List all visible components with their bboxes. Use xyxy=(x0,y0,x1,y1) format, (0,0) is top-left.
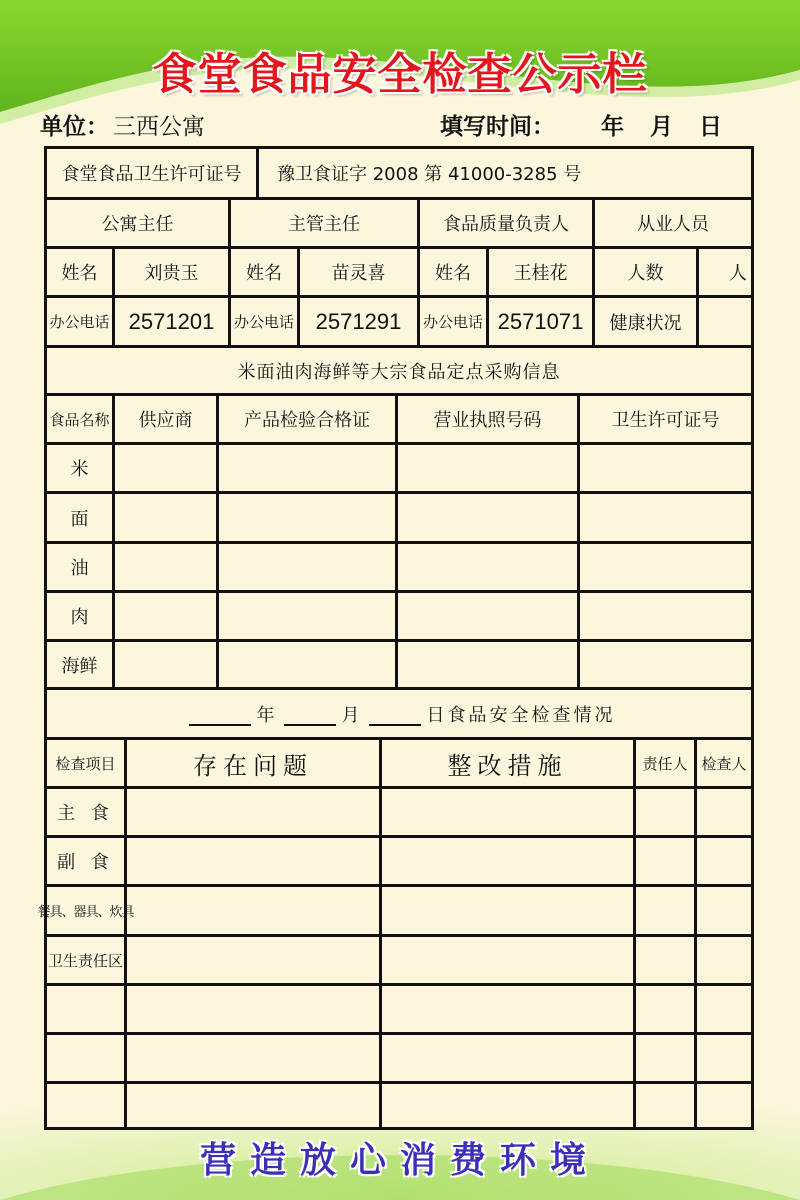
phone-label-3: 办公电话 xyxy=(420,298,489,345)
food-item-meat: 肉 xyxy=(47,593,115,639)
fill-day: 日 xyxy=(699,114,722,140)
table-row xyxy=(47,986,751,1035)
fill-time-label: 填写时间： xyxy=(440,114,555,140)
phone-label-2: 办公电话 xyxy=(231,298,300,345)
header-employees: 从业人员 xyxy=(637,214,709,235)
employee-count-unit: 人 xyxy=(729,263,747,284)
unit-line xyxy=(40,108,205,141)
inspection-title-row xyxy=(47,690,751,740)
col-inspector: 检查人 xyxy=(701,754,747,773)
quality-manager-phone: 2571071 xyxy=(489,298,595,345)
col-existing-issues: 存在问题 xyxy=(127,740,382,786)
food-item-oil: 油 xyxy=(47,544,115,590)
unit-value: 三西公寓 xyxy=(113,114,205,140)
inspection-title-rest: 日食品安全检查情况 xyxy=(426,704,616,726)
col-inspection-certificate: 产品检验合格证 xyxy=(219,396,398,442)
col-corrective-measures: 整改措施 xyxy=(382,740,636,786)
col-supplier: 供应商 xyxy=(115,396,219,442)
table-row xyxy=(37,887,751,937)
table-row xyxy=(47,1035,751,1084)
inspection-title xyxy=(47,690,751,737)
staff-header-row xyxy=(47,200,751,249)
quality-manager-name: 王桂花 xyxy=(489,249,595,295)
supervisor-phone: 2571291 xyxy=(300,298,420,345)
director-phone: 2571201 xyxy=(115,298,231,345)
table-row xyxy=(47,937,751,986)
col-responsible-person: 责任人 xyxy=(636,740,697,786)
fill-year: 年 xyxy=(601,114,624,140)
header-quality-manager: 食品质量负责人 xyxy=(420,200,595,246)
table-row xyxy=(47,445,751,494)
name-label-1: 姓名 xyxy=(47,249,115,295)
staff-name-row xyxy=(47,249,751,298)
col-business-license: 营业执照号码 xyxy=(398,396,580,442)
phone-label-1: 办公电话 xyxy=(47,298,115,345)
page-title: 食堂食品安全检查公示栏 xyxy=(152,49,648,100)
table-row xyxy=(47,838,751,887)
col-hygiene-license: 卫生许可证号 xyxy=(611,410,720,431)
license-label: 食堂食品卫生许可证号 xyxy=(47,149,259,197)
table-row xyxy=(47,789,751,838)
header-apartment-director: 公寓主任 xyxy=(47,200,231,246)
table-row xyxy=(47,544,751,593)
table-row xyxy=(47,494,751,544)
inspection-item-utensils: 餐具、器具、炊具 xyxy=(47,887,127,934)
food-item-flour: 面 xyxy=(47,494,115,541)
table-row xyxy=(47,1084,751,1127)
director-name: 刘贵玉 xyxy=(115,249,231,295)
footer-slogan: 营造放心消费环境 xyxy=(199,1139,600,1181)
inspection-item-hygiene-area: 卫生责任区 xyxy=(47,937,127,983)
inspection-form-table xyxy=(37,146,754,1130)
supervisor-name: 苗灵喜 xyxy=(300,249,420,295)
inspection-item-side-dish: 副 食 xyxy=(47,838,127,884)
col-food-name: 食品名称 xyxy=(47,396,115,442)
inspection-header-row xyxy=(47,740,751,789)
food-item-seafood: 海鲜 xyxy=(47,642,115,687)
food-item-rice: 米 xyxy=(47,445,115,491)
inspection-month-label: 月 xyxy=(341,704,363,726)
fill-month: 月 xyxy=(650,114,673,140)
procurement-header-row xyxy=(47,396,751,445)
table-row xyxy=(47,642,751,690)
license-row xyxy=(47,149,751,200)
inspection-year-label: 年 xyxy=(256,704,278,726)
health-status-label: 健康状况 xyxy=(595,298,699,345)
fill-time-line xyxy=(440,108,722,141)
license-value: 豫卫食证字 2008 第 41000-3285 号 xyxy=(277,164,582,185)
inspection-item-staple: 主 食 xyxy=(47,789,127,835)
name-label-3: 姓名 xyxy=(420,249,489,295)
table-row xyxy=(47,593,751,642)
staff-phone-row xyxy=(47,298,751,348)
name-label-2: 姓名 xyxy=(231,249,300,295)
health-status-value xyxy=(699,298,751,345)
header-supervisor: 主管主任 xyxy=(231,200,420,246)
col-inspection-item: 检查项目 xyxy=(47,740,127,786)
employee-count-label: 人数 xyxy=(595,249,699,295)
unit-label: 单位： xyxy=(40,114,109,140)
procurement-title: 米面油肉海鲜等大宗食品定点采购信息 xyxy=(237,361,561,383)
procurement-title-row xyxy=(47,348,751,396)
